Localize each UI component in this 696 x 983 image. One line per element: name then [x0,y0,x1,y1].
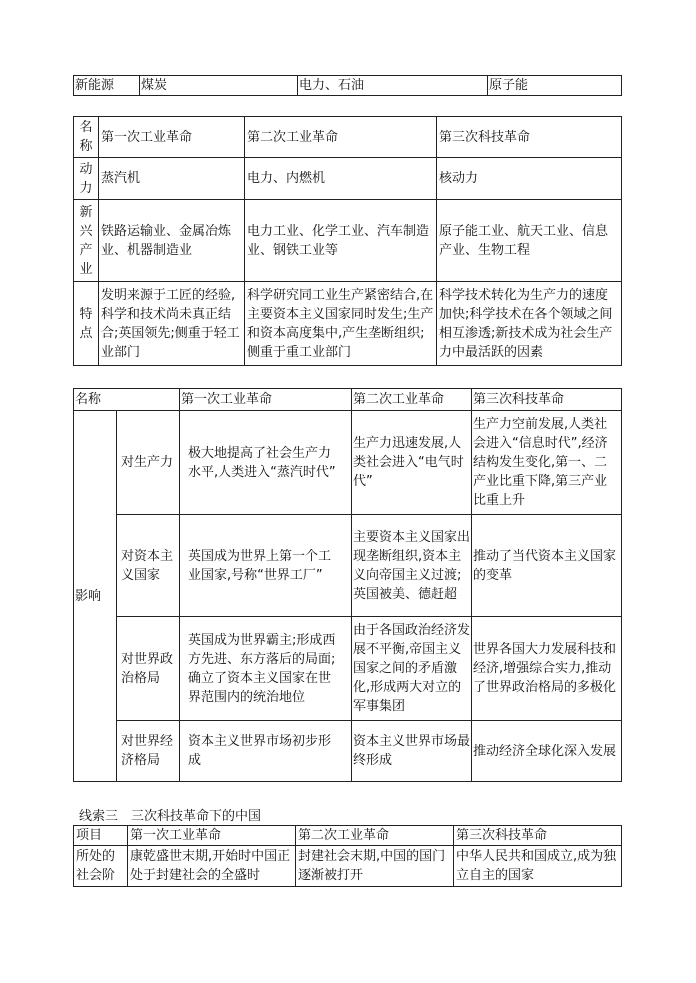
header-cell: 名称 [74,389,180,411]
row-label: 对世界政治格局 [117,617,180,721]
header-cell: 项目 [74,826,128,846]
header-cell: 第一次工业革命 [180,389,352,411]
table-cell: 英国成为世界上第一个工业国家,号称“世界工厂” [180,515,352,617]
table-cell: 资本主义世界市场初步形成 [180,721,352,782]
energy-cell: 原子能 [488,76,622,96]
header-cell: 名称 [74,117,99,158]
table-cell: 封建社会末期,中国的国门逐渐被打开 [296,846,454,887]
energy-cell: 煤炭 [140,76,298,96]
header-cell: 第一次工业革命 [99,117,245,158]
group-label: 影响 [74,411,117,782]
table-cell: 极大地提高了社会生产力水平,人类进入“蒸汽时代” [180,411,352,515]
table-row [74,282,622,366]
row-label: 对资本主义国家 [117,515,180,617]
table-row [74,846,622,887]
table-row [74,515,622,617]
energy-label: 新能源 [74,76,140,96]
header-cell: 第三次科技革命 [454,826,622,846]
header-cell: 第二次工业革命 [296,826,454,846]
energy-row [74,76,622,96]
table-header-row [74,117,622,158]
table-header-row [74,826,622,846]
energy-table [73,75,622,96]
row-label: 特点 [74,282,99,366]
table-cell: 蒸汽机 [99,158,245,200]
table-cell: 世界各国大力发展科技和经济,增强综合实力,推动了世界政治格局的多极化 [472,617,622,721]
table-row [74,200,622,282]
table-cell: 主要资本主义国家出现垄断组织,资本主义向帝国主义过渡;英国被美、德赶超 [352,515,472,617]
table-cell: 科学研究同工业生产紧密结合,在主要资本主义国家同时发生;生产和资本高度集中,产生垄断组织;侧重于重工业部门 [245,282,437,366]
header-cell: 第三次科技革命 [472,389,622,411]
header-cell: 第一次工业革命 [128,826,296,846]
table-cell: 铁路运输业、金属冶炼业、机器制造业 [99,200,245,282]
table-cell: 资本主义世界市场最终形成 [352,721,472,782]
row-label: 所处的社会阶 [74,846,128,887]
table-row [74,617,622,721]
header-cell: 第三次科技革命 [437,117,622,158]
table-row [74,158,622,200]
energy-cell: 电力、石油 [298,76,488,96]
table-row [74,411,622,515]
revolutions-table [73,116,622,366]
table-cell: 康乾盛世末期,开始时中国正处于封建社会的全盛时 [128,846,296,887]
table-cell: 中华人民共和国成立,成为独立自主的国家 [454,846,622,887]
table-cell: 发明来源于工匠的经验,科学和技术尚未真正结合;英国领先;侧重于轻工业部门 [99,282,245,366]
table-cell: 生产力迅速发展,人类社会进入“电气时代” [352,411,472,515]
row-label: 对世界经济格局 [117,721,180,782]
table-row [74,721,622,782]
china-table [73,825,622,887]
table-cell: 由于各国政治经济发展不平衡,帝国主义国家之间的矛盾激化,形成两大对立的军事集团 [352,617,472,721]
table-cell: 原子能工业、航天工业、信息产业、生物工程 [437,200,622,282]
table-header-row [74,389,622,411]
table-cell: 电力、内燃机 [245,158,437,200]
table-cell: 电力工业、化学工业、汽车制造业、钢铁工业等 [245,200,437,282]
table-cell: 推动了当代资本主义国家的变革 [472,515,622,617]
impact-table [73,388,622,782]
table-cell: 生产力空前发展,人类社会进入“信息时代”,经济结构发生变化,第一、二产业比重下降,第三产业比重上升 [472,411,622,515]
table-cell: 英国成为世界霸主;形成西方先进、东方落后的局面;确立了资本主义国家在世界范围内的统治地位 [180,617,352,721]
row-label: 新兴产业 [74,200,99,282]
header-cell: 第二次工业革命 [352,389,472,411]
header-cell: 第二次工业革命 [245,117,437,158]
row-label: 对生产力 [117,411,180,515]
table-cell: 核动力 [437,158,622,200]
row-label: 动力 [74,158,99,200]
table-cell: 科学技术转化为生产力的速度加快;科学技术在各个领域之间相互渗透;新技术成为社会生产力中最活跃的因素 [437,282,622,366]
table-cell: 推动经济全球化深入发展 [472,721,622,782]
section-heading: 线索三 三次科技革命下的中国 [79,809,262,824]
